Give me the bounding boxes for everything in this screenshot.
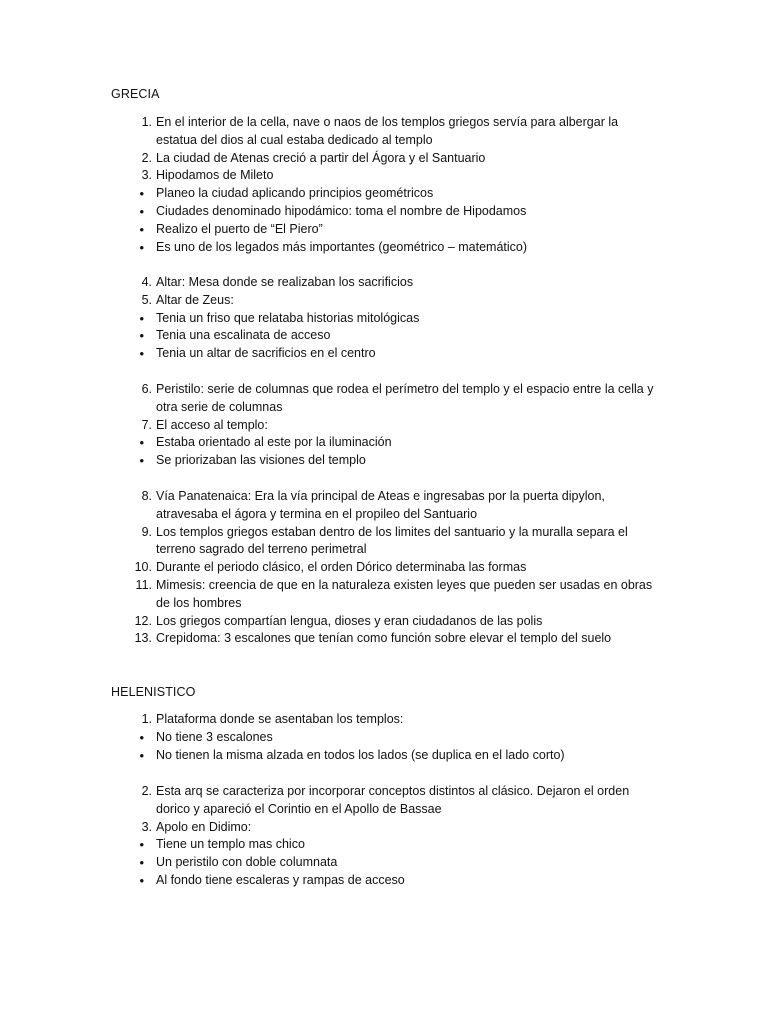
list-item (0, 114, 656, 150)
list-item-text: En el interior de la cella, nave o naos de los templos griegos servía para albergar la estatua del dios al cual estaba dedicado al templo (156, 115, 619, 147)
bullet-marker: • (139, 310, 144, 326)
list-marker: 1. (141, 115, 152, 129)
list-marker: 8. (141, 489, 152, 503)
list-marker: 3. (141, 168, 152, 183)
list-item (0, 747, 656, 765)
bullet-marker: • (139, 186, 144, 202)
bullet-marker: • (139, 239, 144, 255)
list-item (0, 185, 656, 203)
list-item (0, 434, 656, 452)
list-item (0, 381, 656, 417)
list-item-text: Crepidoma: 3 escalones que tenían como función sobre elevar el templo del suelo (156, 631, 612, 646)
list-item-text: Durante el periodo clásico, el orden Dórico determinaba las formas (156, 560, 527, 575)
bullet-marker: • (139, 855, 144, 871)
list-item-text: Mimesis: creencia de que en la naturaleza existen leyes que pueden ser usadas en obras de los hombres (156, 577, 653, 610)
list-item (0, 613, 656, 631)
list-item (0, 854, 656, 872)
list-item-text: Apolo en Didimo: (156, 819, 252, 834)
bullet-marker: • (139, 453, 144, 469)
bullet-marker: • (139, 729, 144, 745)
list-item-text: Un peristilo con doble columnata (156, 855, 338, 870)
list-item-text: Los templos griegos estaban dentro de los limites del santuario y la muralla separa el terreno sagrado del terreno perimetral (156, 524, 628, 557)
list-item (0, 417, 656, 435)
list-item (0, 239, 656, 257)
list-item-text: Plataforma donde se asentaban los templos: (156, 712, 404, 726)
list-item-text: Peristilo: serie de columnas que rodea el perímetro del templo y el espacio entre la cella y otra serie de columnas (156, 382, 654, 414)
section-heading-grecia: GRECIA (111, 87, 160, 101)
list-item-text: Vía Panatenaica: Era la vía principal de Ateas e ingresabas por la puerta dipylon, atravesaba el ágora y termina en el propileo del Santuario (156, 489, 605, 521)
list-marker: 2. (141, 784, 152, 798)
list-item (0, 488, 656, 524)
list-item-text: Los griegos compartían lengua, dioses y eran ciudadanos de las polis (156, 613, 543, 628)
list-item-text: No tienen la misma alzada en todos los lados (se duplica en el lado corto) (156, 747, 565, 762)
list-marker: 13. (134, 631, 152, 646)
list-item (0, 203, 656, 221)
list-marker: 12. (134, 613, 152, 628)
list-item (0, 292, 656, 310)
list-item (0, 310, 656, 328)
list-item (0, 872, 656, 890)
list-marker: 9. (141, 524, 152, 539)
list-marker: 2. (141, 150, 152, 165)
list-item (0, 150, 656, 168)
list-item (0, 559, 656, 577)
list-item-text: Altar de Zeus: (156, 292, 234, 307)
list-item-text: Hipodamos de Mileto (156, 168, 274, 183)
list-item (0, 345, 656, 363)
list-item-text: Planeo la ciudad aplicando principios geométricos (156, 186, 434, 201)
bullet-marker: • (139, 221, 144, 237)
grecia-list-group-1 (0, 114, 768, 256)
list-item-text: Ciudades denominado hipodámico: toma el nombre de Hipodamos (156, 203, 527, 218)
list-item (0, 630, 656, 648)
list-marker: 10. (134, 560, 152, 575)
list-item-text: Se priorizaban las visiones del templo (156, 453, 366, 468)
bullet-marker: • (139, 346, 144, 362)
section-heading-helenistico: HELENISTICO (111, 685, 196, 699)
list-marker: 1. (141, 712, 152, 726)
bullet-marker: • (139, 837, 144, 853)
list-item-text: El acceso al templo: (156, 417, 268, 432)
bullet-marker: • (139, 328, 144, 344)
list-item (0, 452, 656, 470)
list-marker: 6. (141, 382, 152, 396)
list-item (0, 783, 656, 819)
list-marker: 3. (141, 819, 152, 834)
list-item (0, 274, 656, 292)
list-item-text: Al fondo tiene escaleras y rampas de acceso (156, 872, 405, 887)
list-item-text: No tiene 3 escalones (156, 729, 273, 744)
list-item (0, 221, 656, 239)
list-item (0, 524, 656, 560)
list-item-text: Estaba orientado al este por la iluminación (156, 435, 392, 450)
list-item-text: Es uno de los legados más importantes (geométrico – matemático) (156, 239, 528, 254)
list-item-text: Tenia una escalinata de acceso (156, 328, 331, 343)
list-item-text: Tenia un altar de sacrificios en el centro (156, 346, 376, 361)
helenistico-list-group-2 (0, 783, 768, 890)
list-marker: 5. (141, 292, 152, 307)
list-item (0, 167, 656, 185)
grecia-list-group-4 (0, 488, 768, 648)
helenistico-list-group-1 (0, 711, 768, 764)
list-item (0, 711, 656, 729)
bullet-marker: • (139, 872, 144, 888)
list-item-text: La ciudad de Atenas creció a partir del Ágora y el Santuario (156, 150, 486, 165)
list-marker: 11. (135, 577, 152, 592)
list-item-text: Tiene un templo mas chico (156, 837, 305, 852)
grecia-list-group-3 (0, 381, 768, 470)
list-item-text: Altar: Mesa donde se realizaban los sacrificios (156, 275, 414, 289)
list-item-text: Realizo el puerto de “El Piero” (156, 221, 323, 236)
list-item-text: Tenia un friso que relataba historias mitológicas (156, 310, 420, 325)
list-item (0, 327, 656, 345)
bullet-marker: • (139, 435, 144, 451)
grecia-list-group-2 (0, 274, 768, 363)
list-item (0, 819, 656, 837)
bullet-marker: • (139, 747, 144, 763)
list-item (0, 577, 656, 613)
bullet-marker: • (139, 203, 144, 219)
list-item (0, 836, 656, 854)
list-marker: 4. (141, 275, 152, 289)
list-item-text: Esta arq se caracteriza por incorporar conceptos distintos al clásico. Dejaron el orden dorico y apareció el Corintio en el Apollo de Bassae (156, 784, 630, 816)
list-item (0, 729, 656, 747)
list-marker: 7. (141, 417, 152, 432)
